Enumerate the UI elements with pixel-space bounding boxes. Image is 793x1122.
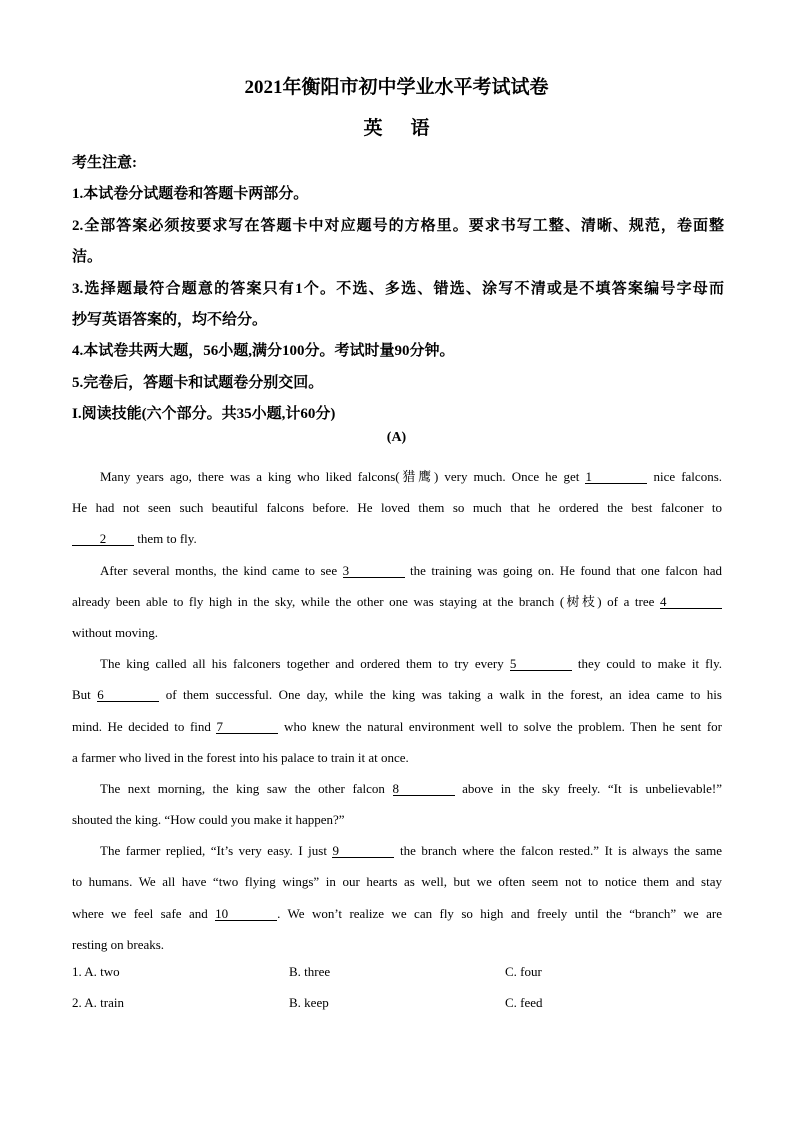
blank-5[interactable]: 5 <box>510 657 572 671</box>
passage-line <box>72 492 722 523</box>
passage-line <box>72 679 722 710</box>
passage-line <box>72 835 722 866</box>
note-line: 抄写英语答案的，均不给分。 <box>72 311 268 328</box>
note-line: 5.完卷后，答题卡和试题卷分别交回。 <box>72 374 324 391</box>
passage-text: to humans. We all have “two flying wings” in our hearts as well, but we often seem not to notice them and stay <box>72 874 722 890</box>
passage-text: But <box>72 687 98 703</box>
passage-line <box>72 461 722 492</box>
passage-text: of them successful. One day, while the king was taking a walk in the forest, an idea came to his <box>159 687 722 703</box>
option-c[interactable]: C. four <box>505 964 542 979</box>
blank-4[interactable]: 4 <box>660 595 722 609</box>
note-line: 1.本试卷分试题卷和答题卡两部分。 <box>72 186 309 203</box>
passage-line <box>72 866 722 897</box>
passage-line <box>72 742 722 773</box>
passage-text: already been able to fly high in the sky, while the other one was staying at the branch (树枝) of a tree <box>72 593 660 609</box>
question-options <box>72 991 722 1022</box>
passage-line <box>72 617 722 648</box>
blank-10[interactable]: 10 <box>215 907 277 921</box>
option-a[interactable]: 2. A. train <box>72 995 124 1011</box>
note-line: 4.本试卷共两大题，56小题,满分100分。考试时量90分钟。 <box>72 343 455 360</box>
blank-9[interactable]: 9 <box>332 844 394 858</box>
passage-text: who knew the natural environment well to solve the problem. Then he sent for <box>278 718 722 734</box>
passage-line <box>72 929 722 960</box>
option-c[interactable]: C. feed <box>505 995 543 1011</box>
option-b[interactable]: B. keep <box>289 995 329 1011</box>
subject-title <box>0 113 793 140</box>
passage-text: The king called all his falconers together and ordered them to try every <box>100 656 510 672</box>
answer-options <box>72 960 722 1022</box>
passage-line <box>72 555 722 586</box>
passage-text: a farmer who lived in the forest into his palace to train it at once. <box>72 749 409 765</box>
option-b[interactable]: B. three <box>289 964 331 979</box>
subject-char: 语 <box>410 118 430 139</box>
note-line: 2.全部答案必须按要求写在答题卡中对应题号的方格里。要求书写工整、清晰、规范，卷面整 <box>72 217 724 234</box>
passage-text: . We won’t realize we can fly so high and freely until the “branch” we are <box>277 905 722 921</box>
passage-line <box>72 804 722 835</box>
reading-passage <box>72 461 722 960</box>
subject-char: 英 <box>363 118 383 139</box>
passage-line <box>72 898 722 929</box>
passage-line <box>72 711 722 742</box>
passage-text: nice falcons. <box>647 469 722 484</box>
passage-text: The farmer replied, “It’s very easy. I just <box>100 843 333 859</box>
passage-text: The next morning, the king saw the other falcon <box>100 780 393 796</box>
blank-7[interactable]: 7 <box>216 720 278 734</box>
passage-text: After several months, the kind came to see <box>100 562 343 578</box>
note-line: 洁。 <box>72 249 103 266</box>
passage-text: where we feel safe and <box>72 905 216 921</box>
passage-text: above in the sky freely. “It is unbelievable!” <box>454 780 722 796</box>
passage-text: Many years ago, there was a king who liked falcons(猎鹰) very much. Once he get <box>100 469 586 484</box>
blank-3[interactable]: 3 <box>343 564 405 578</box>
note-line: I.阅读技能(六个部分。共35小题,计60分) <box>72 406 336 423</box>
passage-text: without moving. <box>72 624 158 640</box>
exam-notes <box>72 148 724 431</box>
option-a[interactable]: 1. A. two <box>72 964 120 979</box>
exam-title: 2021年衡阳市初中学业水平考试试卷 <box>244 77 549 98</box>
blank-1[interactable]: 1 <box>585 470 647 484</box>
blank-6[interactable]: 6 <box>97 688 159 702</box>
question-options <box>72 960 722 991</box>
notes-heading: 考生注意: <box>72 155 137 171</box>
passage-text: shouted the king. “How could you make it happen?” <box>72 812 345 828</box>
passage-line <box>72 773 722 804</box>
section-label: (A) <box>386 430 407 445</box>
passage-text: resting on breaks. <box>72 936 165 952</box>
blank-2[interactable]: 2 <box>72 532 134 546</box>
passage-line <box>72 648 722 679</box>
passage-text: He had not seen such beautiful falcons before. He loved them so much that he ordered the best falconer to <box>72 500 722 516</box>
passage-line <box>72 523 722 554</box>
note-line: 3.选择题最符合题意的答案只有1个。不选、多选、错选、涂写不清或是不填答案编号字母而 <box>72 280 724 297</box>
passage-text: the training was going on. He found that one falcon had <box>404 562 722 578</box>
passage-line <box>72 586 722 617</box>
blank-8[interactable]: 8 <box>393 782 455 796</box>
passage-text: mind. He decided to find <box>72 718 217 734</box>
passage-text: them to fly. <box>134 531 197 547</box>
passage-text: the branch where the falcon rested.” It is always the same <box>394 843 722 859</box>
passage-text: they could to make it fly. <box>571 656 722 672</box>
